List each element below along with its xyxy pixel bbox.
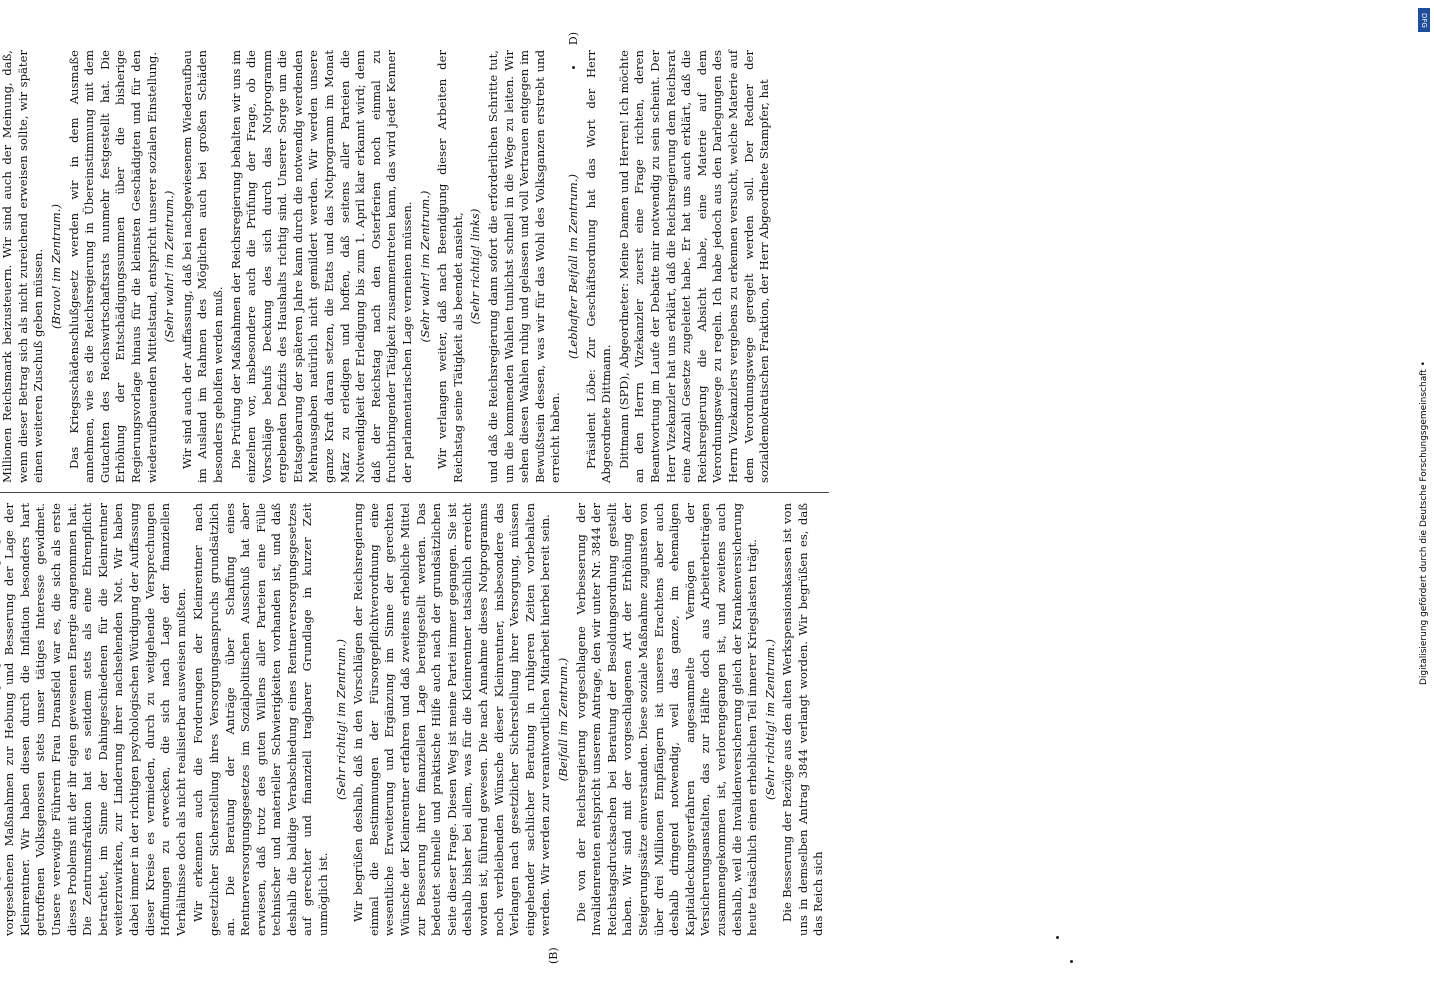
paragraph: vorgesehenen Maßnahmen zur Hebung und Besserung der Lage der Kleinrentner. Wir haben diesen durch die Inflation besonders hart getroffenen Volksgenossen stets unser tätiges Interesse gewidmet. Unsere verewigte Führerin Frau Dransfeld war es, die sich als erste dieses Problems mit der ihr eigen gewesenen Energie angenommen hat. Die Zentrumsfraktion hat es seitdem stets als eine Ehrenpflicht betrachtet, im Sinne der Dahingeschiedenen für die Kleinrentner weiterzuwirken, zur Linderung ihrer nachsehenden Not. Wir haben dabei immer in der richtigen psychologischen Würdigung der Auffassung dieser Kreise es vermieden, durch zu weitgehende Versprechungen Hoffnungen zu erwecken, die sich nach Lage der finanziellen Verhältnisse doch als nicht realisierbar ausweisen mußten. <box>2 503 188 936</box>
left-column <box>0 503 829 936</box>
dfg-logo: DFG <box>1418 8 1430 32</box>
interjection: (Beifall im Zentrum.) <box>555 657 570 782</box>
paragraph: Präsident Löbe: Zur Geschäftsordnung hat das Wort der Herr Abgeordnete Dittmann. <box>583 50 614 483</box>
interjection: (Sehr richtig! im Zentrum.) <box>333 639 348 801</box>
paragraph: Die Prüfung der Maßnahmen der Reichsregierung behalten wir uns im einzelnen vor, insbesondere auch die Prüfung der Frage, ob die Vorschläge behufs Deckung des sich durch das Notprogramm ergebenden Defizits des Haushalts richtig sind. Unserer Sorge um die Etatsgebarung der späteren Jahre kann durch die notwendig werdenden Mehrausgaben natürlich nicht gemildert werden. Wir werden unsere ganze Kraft daran setzen, die Etats und das Notprogramm im Monat März zu erledigen und hoffen, daß seitens aller Parteien die Notwendigkeit der Erledigung bis zum 1. April klar erkannt wird; denn daß der Reichstag nach den Osterferien noch einmal zu fruchtbringender Tätigkeit zusammentreten kann, das wird jeder Kenner der parlamentarischen Lage verneinen müssen. <box>228 50 415 483</box>
scan-speck <box>1056 936 1059 939</box>
paragraph: Wir sind auch der Auffassung, daß bei nachgewiesenem Wiederaufbau im Ausland im Rahmen des Möglichen auch bei großen Schäden besonders geholfen werden muß. <box>179 50 225 483</box>
digitization-credit: Digitalisierung gefördert durch die Deutsche Forschungsgemeinschaft • <box>1419 361 1429 685</box>
interjection: (Sehr wahr! im Zentrum.) <box>162 190 177 343</box>
margin-label-d: D) <box>567 32 580 46</box>
paragraph: Millionen Reichsmark beizusteuern. Wir sind auch der Meinung, daß, wenn dieser Betrag sich als nicht zureichend erweisen sollte, wir später einen weiteren Zuschuß geben müssen. <box>0 50 46 483</box>
paragraph: Wir erkennen auch die Forderungen der Kleinrentner nach gesetzlicher Sicherstellung ihres Versorgungsanspruchs grundsätzlich an. Die Beratung der Anträge über Schaffung eines Rentnerversorgungsgesetzes im Sozialpolitischen Ausschuß hat aber erwiesen, daß trotz des guten Willens aller Parteien eine Fülle technischer und materieller Schwierigkeiten vorhanden ist, und daß deshalb die baldige Verabschiedung eines Rentnerversorgungsgesetzes auf gerechter und finanziell tragbarer Grundlage in kurzer Zeit unmöglich ist. <box>191 503 331 936</box>
paragraph: Die von der Reichsregierung vorgeschlagene Verbesserung der Invalidenrenten entspricht unserem Antrage, den wir unter Nr. 3844 der Reichstagsdrucksachen bei Beratung der Besoldungsordnung gestellt haben. Wir sind mit der vorgeschlagenen Art der Erhöhung der Steigerungssätze einverstanden. Diese soziale Maßnahme zugunsten von über drei Millionen Empfängern ist unseres Erachtens aber auch deshalb dringend notwendig, weil das ganze, im ehemaligen Kapitaldeckungsverfahren angesammelte Vermögen der Versicherungsanstalten, das zur Hälfte doch aus Arbeiterbeiträgen zusammengekommen ist, verlorengegangen ist, und zweitens auch deshalb, weil die Invalidenversicherung gleich der Krankenversicherung heute tatsächlich einen erheblichen Teil innerer Kriegslasten trägt. <box>573 503 760 936</box>
digitization-stamp <box>1414 0 1434 1000</box>
scan-speck <box>1070 960 1073 963</box>
interjection: (Bravo! im Zentrum.) <box>48 204 63 330</box>
paragraph: Die Besserung der Bezüge aus den alten Werkspensionskassen ist von uns in demselben Antrag 3844 verlangt worden. Wir begrüßen es, daß das Reich sich <box>780 503 826 936</box>
interjection: (Sehr richtig! im Zentrum.) <box>762 639 777 801</box>
paragraph: Dittmann (SPD), Abgeordneter: Meine Damen und Herren! Ich möchte an den Herrn Vizekanzler zuerst eine Frage richten, deren Beantwortung im Laufe der Debatte mir notwendig zu sein scheint. Der Herr Vizekanzler hat uns erklärt, daß die Reichsregierung dem Reichsrat eine Anzahl Gesetze zugeleitet habe. Er hat uns auch erklärt, daß die Reichsregierung die Absicht habe, eine Materie auf dem Verordnungswege zu regeln. Ich habe jedoch aus den Darlegungen des Herrn Vizekanzlers vergebens zu erkennen versucht, welche Materie auf dem Verordnungswege geregelt werden soll. Der Redner der sozialdemokratischen Fraktion, der Herr Abgeordnete Stampfer, hat <box>616 50 772 483</box>
paragraph: und daß die Reichsregierung dann sofort die erforderlichen Schritte tut, um die kommenden Wahlen tunlichst schnell in die Wege zu leiten. Wir sehen diesen Wahlen ruhig und gelassen und voll Vertrauen entgegen im Bewußtsein dessen, was wir für das Wohl des Volksganzen erstrebt und erreicht haben. <box>486 50 563 483</box>
paragraph: Wir begrüßen deshalb, daß in den Vorschlägen der Reichsregierung einmal die Bestimmungen der Fürsorgepflichtverordnung eine wesentliche Erweiterung und Ergänzung im Sinne der gerechten Wünsche der Kleinrentner erfahren und daß zweitens erhebliche Mittel zur Besserung ihrer finanziellen Lage bereitgestellt werden. Das bedeutet schnelle und praktische Hilfe auch nach der grundsätzlichen Seite dieser Frage. Diesen Weg ist meine Partei immer gegangen. Sie ist deshalb bisher bei allem, was für die Kleinrentner tatsächlich erreicht worden ist, führend gewesen. Die nach Annahme dieses Notprogramms noch verbleibenden Wünsche dieser Kleinrentner, insbesondere das Verlangen nach gesetzlicher Sicherstellung ihrer Versorgung, müssen eingehender sachlicher Beratung in ruhigeren Zeiten vorbehalten werden. Wir werden zur verantwortlichen Mitarbeit hierbei bereit sein. <box>351 503 553 936</box>
right-column <box>0 50 829 483</box>
text-columns <box>0 50 829 936</box>
margin-label-b: (B) <box>547 947 560 964</box>
paragraph: Wir verlangen weiter, daß nach Beendigung dieser Arbeiten der Reichstag seine Tätigkeit als beendet ansieht, <box>435 50 465 483</box>
paragraph: Das Kriegsschädenschlußgesetz werden wir in dem Ausmaße annehmen, wie es die Reichsregierung in Übereinstimmung mit dem Gutachten des Reichswirtschaftsrats nunmehr festgestellt hat. Die Erhöhung der Entschädigungssummen über die bisherige Regierungsvorlage hinaus für die kleinsten Geschädigten und für den wiederaufbauenden Mittelstand, entspricht unserer sozialen Einstellung. <box>66 50 159 483</box>
interjection: (Sehr richtig! links) <box>468 208 483 325</box>
column-divider <box>0 492 829 493</box>
scan-speck <box>572 66 575 69</box>
interjection: (Sehr wahr! im Zentrum.) <box>417 190 432 343</box>
interjection: (Lebhafter Beifall im Zentrum.) <box>565 174 580 359</box>
document-page <box>0 30 1167 970</box>
